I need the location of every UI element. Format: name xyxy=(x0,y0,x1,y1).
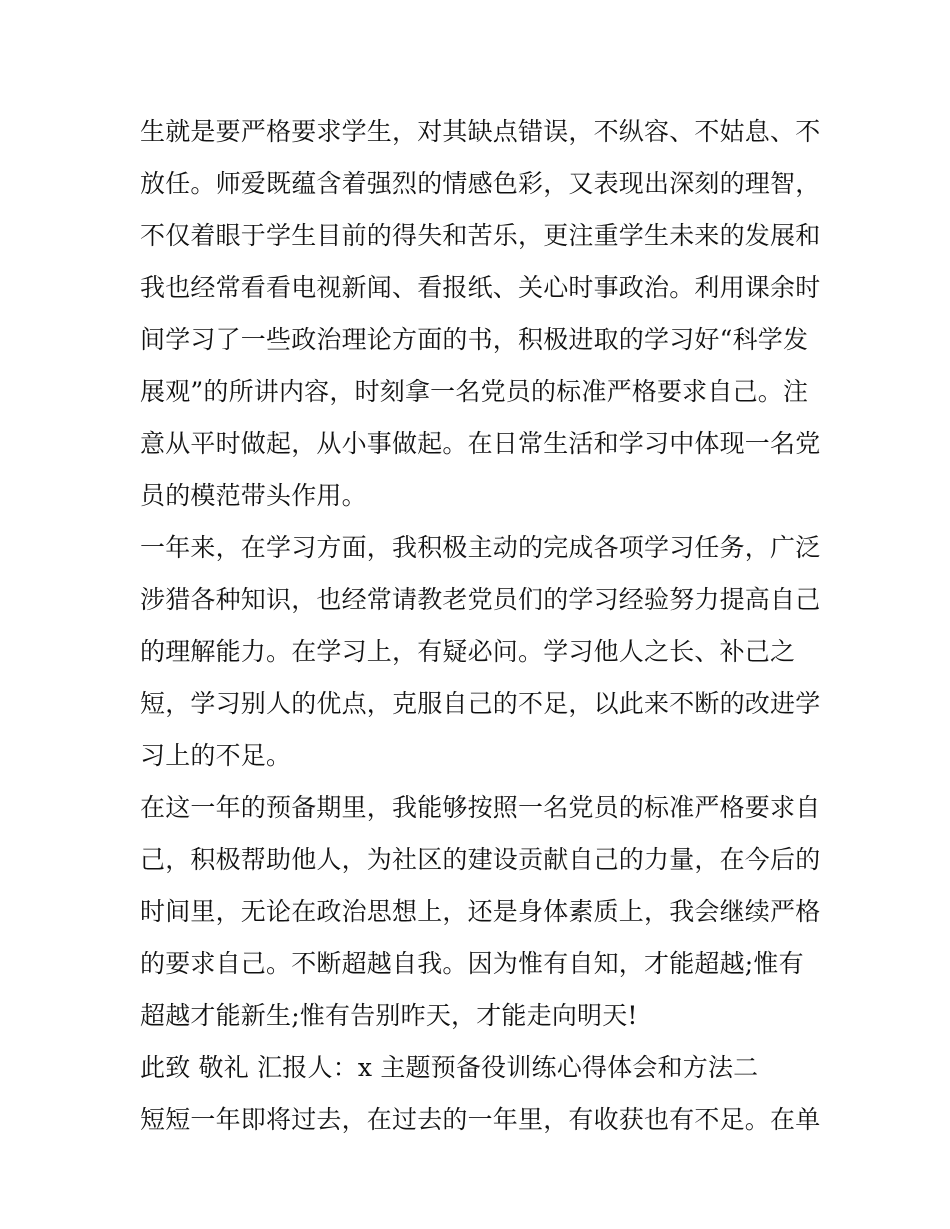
text-line: 超越才能新生;惟有告别昨天，才能走向明天! xyxy=(140,1001,638,1030)
text-line: 的要求自己。不断超越自我。因为惟有自知，才能超越;惟有 xyxy=(140,949,804,978)
document-body xyxy=(140,106,820,1146)
text-line: 在这一年的预备期里，我能够按照一名党员的标准严格要求自 xyxy=(140,793,821,822)
text-line: 涉猎各种知识，也经常请教老党员们的学习经验努力提高自己 xyxy=(140,585,821,614)
text-line: 时间里，无论在政治思想上，还是身体素质上，我会继续严格 xyxy=(140,897,821,926)
text-line: 一年来，在学习方面，我积极主动的完成各项学习任务，广泛 xyxy=(140,533,821,562)
text-line: 生就是要严格要求学生，对其缺点错误，不纵容、不姑息、不 xyxy=(140,117,821,146)
text-line: 短短一年即将过去，在过去的一年里，有收获也有不足。在单 xyxy=(140,1105,821,1134)
text-line: 的理解能力。在学习上，有疑必问。学习他人之长、补己之 xyxy=(140,637,796,666)
text-line: 短，学习别人的优点，克服自己的不足，以此来不断的改进学 xyxy=(140,689,821,718)
text-line: 我也经常看看电视新闻、看报纸、关心时事政治。利用课余时 xyxy=(140,273,821,302)
text-line: 展观”的所讲内容，时刻拿一名党员的标准严格要求自己。注 xyxy=(140,377,809,406)
text-line: 意从平时做起，从小事做起。在日常生活和学习中体现一名党 xyxy=(140,429,821,458)
text-line: 放任。师爱既蕴含着强烈的情感色彩，又表现出深刻的理智， xyxy=(140,169,821,198)
text-line: 己，积极帮助他人，为社区的建设贡献自己的力量，在今后的 xyxy=(140,845,821,874)
text-line: 此致 敬礼 汇报人：x 主题预备役训练心得体会和方法二 xyxy=(140,1053,759,1082)
text-line: 不仅着眼于学生目前的得失和苦乐，更注重学生未来的发展和 xyxy=(140,221,821,250)
text-line: 员的模范带头作用。 xyxy=(140,481,367,510)
text-line: 习上的不足。 xyxy=(140,741,292,770)
text-line: 间学习了一些政治理论方面的书，积极进取的学习好“科学发 xyxy=(140,325,809,354)
